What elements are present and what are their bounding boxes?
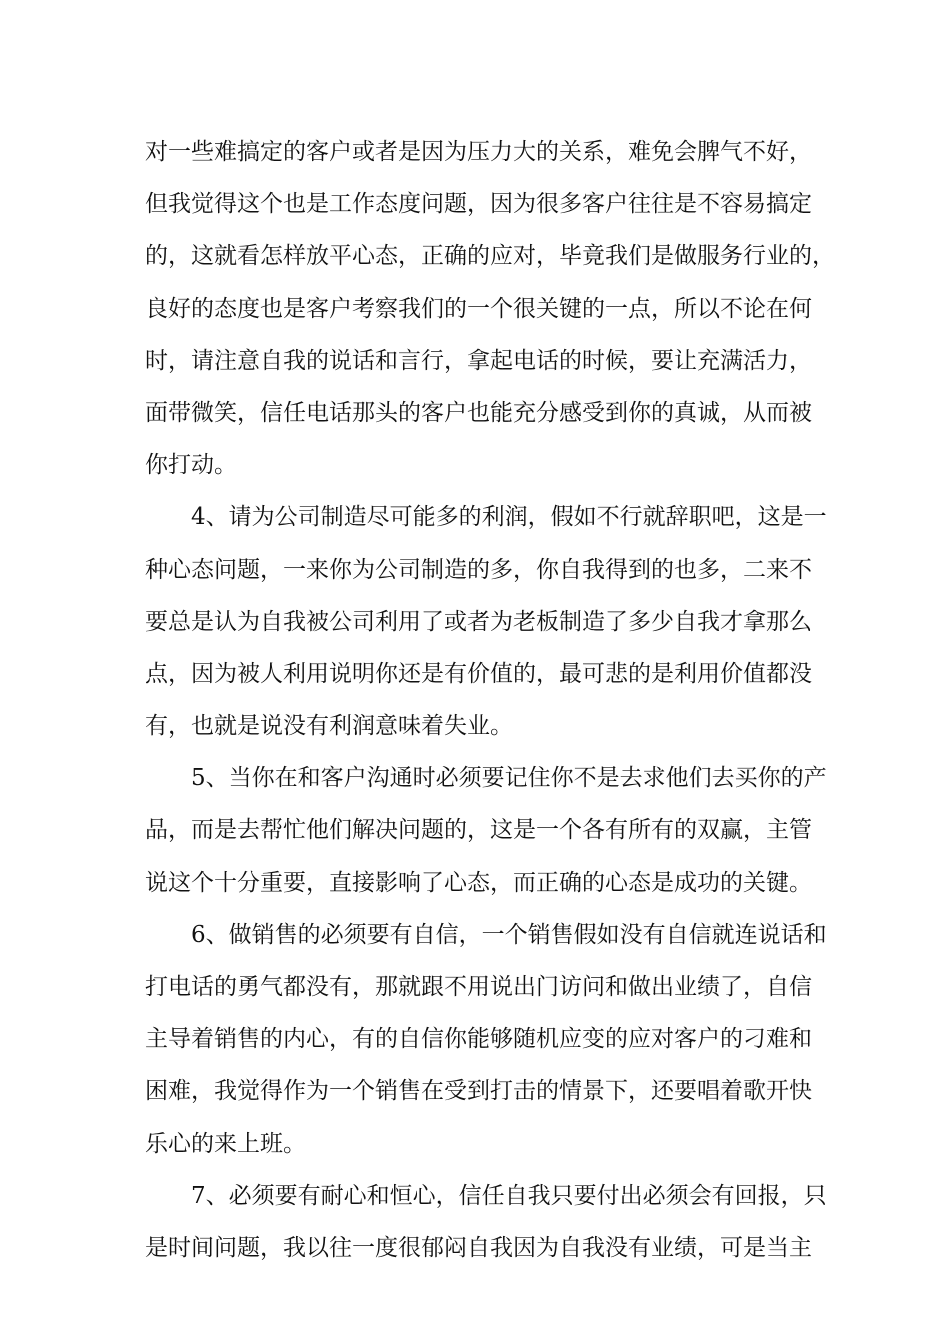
text-line: 说这个十分重要，直接影响了心态，而正确的心态是成功的关键。 [145, 869, 812, 896]
text-line: 良好的态度也是客户考察我们的一个很关键的一点，所以不论在何 [145, 295, 812, 322]
text-line: 种心态问题，一来你为公司制造的多，你自我得到的也多，二来不 [145, 556, 812, 583]
text-line: 品，而是去帮忙他们解决问题的，这是一个各有所有的双赢，主管 [145, 817, 812, 844]
body-text [145, 126, 835, 1274]
text-line: 但我觉得这个也是工作态度问题，因为很多客户往往是不容易搞定 [145, 191, 812, 218]
text-line: 你打动。 [145, 452, 237, 479]
paragraph-7-start: 7、必须要有耐心和恒心，信任自我只要付出必须会有回报，只 [191, 1182, 827, 1209]
paragraph-5-start: 5、当你在和客户沟通时必须要记住你不是去求他们去买你的产 [191, 765, 827, 792]
text-line: 时，请注意自我的说话和言行，拿起电话的时候，要让充满活力， [145, 347, 812, 374]
text-line: 打电话的勇气都没有，那就跟不用说出门访问和做出业绩了，自信 [145, 974, 812, 1000]
text-line: 乐心的来上班。 [145, 1130, 306, 1157]
text-line: 是时间问题，我以往一度很郁闷自我因为自我没有业绩，可是当主 [145, 1234, 812, 1261]
paragraph-6-start: 6、做销售的必须要有自信，一个销售假如没有自信就连说话和 [191, 921, 827, 948]
text-line: 困难，我觉得作为一个销售在受到打击的情景下，还要唱着歌开快 [145, 1078, 812, 1105]
text-line: 要总是认为自我被公司利用了或者为老板制造了多少自我才拿那么 [145, 608, 812, 635]
text-line: 的，这就看怎样放平心态，正确的应对，毕竟我们是做服务行业的， [145, 243, 835, 270]
text-line: 主导着销售的内心，有的自信你能够随机应变的应对客户的刁难和 [145, 1026, 812, 1053]
text-line: 对一些难搞定的客户或者是因为压力大的关系，难免会脾气不好， [145, 139, 812, 165]
text-line: 有，也就是说没有利润意味着失业。 [145, 713, 513, 740]
paragraph-4-start: 4、请为公司制造尽可能多的利润，假如不行就辞职吧，这是一 [191, 504, 827, 531]
text-line: 面带微笑，信任电话那头的客户也能充分感受到你的真诚，从而被 [145, 399, 812, 426]
text-line: 点，因为被人利用说明你还是有价值的，最可悲的是利用价值都没 [145, 660, 812, 687]
